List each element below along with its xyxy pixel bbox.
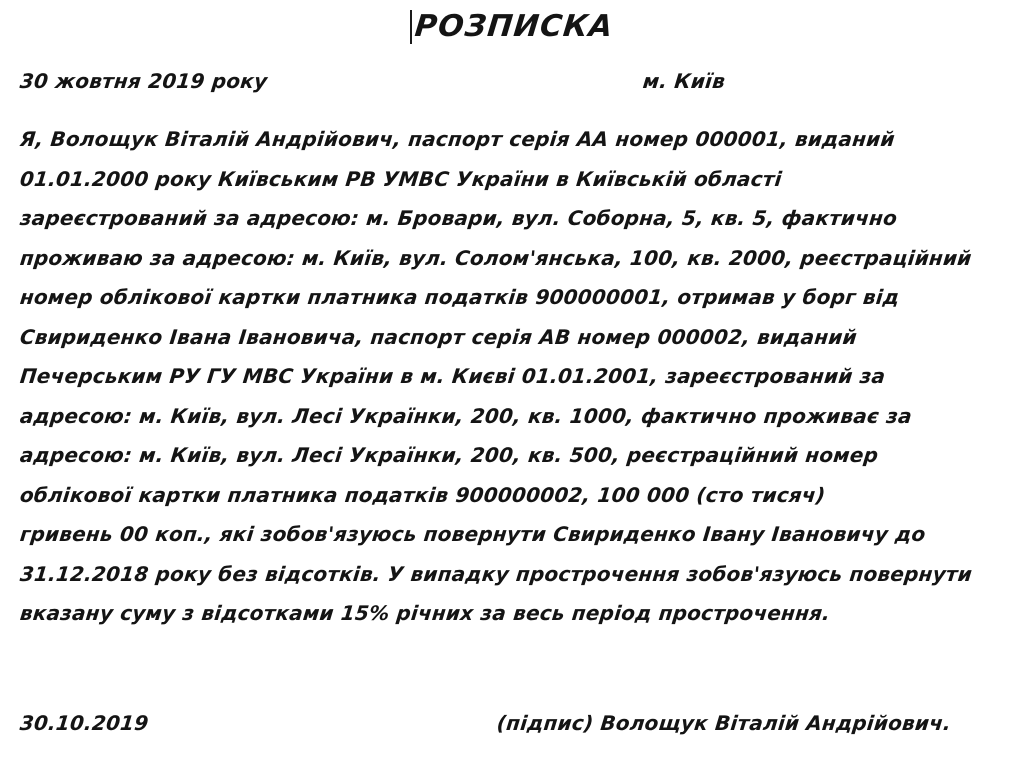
body-line: адресою: м. Київ, вул. Лесі Українки, 200, кв. 1000, фактично проживає за — [18, 403, 914, 428]
body-line: Печерським РУ ГУ МВС України в м. Києві 01.01.2001, зареєстрований за — [18, 364, 887, 388]
document-body — [20, 120, 1004, 634]
document-place: м. Київ — [641, 69, 727, 93]
body-line: номер облікової картки платника податків 900000001, отримав у борг від — [18, 285, 901, 309]
body-line: Я, Волощук Віталій Андрійович, паспорт серія АА номер 000001, виданий — [18, 127, 897, 151]
page-title: РОЗПИСКА — [413, 9, 616, 44]
body-line: облікової картки платника податків 900000002, 100 000 (сто тисяч) — [18, 482, 827, 507]
document-title-row — [0, 8, 1024, 46]
title-wrap — [410, 8, 616, 46]
body-line: адресою: м. Київ, вул. Лесі Українки, 200, кв. 500, реєстраційний номер — [18, 443, 880, 467]
signature-date: 30.10.2019 — [18, 711, 150, 735]
text-caret-icon — [410, 10, 412, 44]
body-line: вказану суму з відсотками 15% річних за весь період прострочення. — [18, 601, 832, 625]
body-line: Свириденко Івана Івановича, паспорт серія АВ номер 000002, виданий — [18, 324, 859, 349]
body-line: 01.01.2000 року Київським РВ УМВС України в Київській області — [18, 166, 784, 191]
body-line: 31.12.2018 року без відсотків. У випадку прострочення зобов'язуюсь повернути — [18, 561, 974, 586]
signature-line: (підпис) Волощук Віталій Андрійович. — [495, 711, 953, 735]
body-line: проживаю за адресою: м. Київ, вул. Солом'янська, 100, кв. 2000, реєстраційний — [18, 245, 973, 270]
body-line: зареєстрований за адресою: м. Бровари, вул. Соборна, 5, кв. 5, фактично — [18, 206, 899, 230]
document-date: 30 жовтня 2019 року — [18, 69, 269, 93]
body-line: гривень 00 коп., які зобов'язуюсь повернути Свириденко Івану Івановичу до — [18, 522, 927, 546]
header-meta-row — [20, 66, 1004, 98]
signature-row — [20, 708, 1004, 742]
